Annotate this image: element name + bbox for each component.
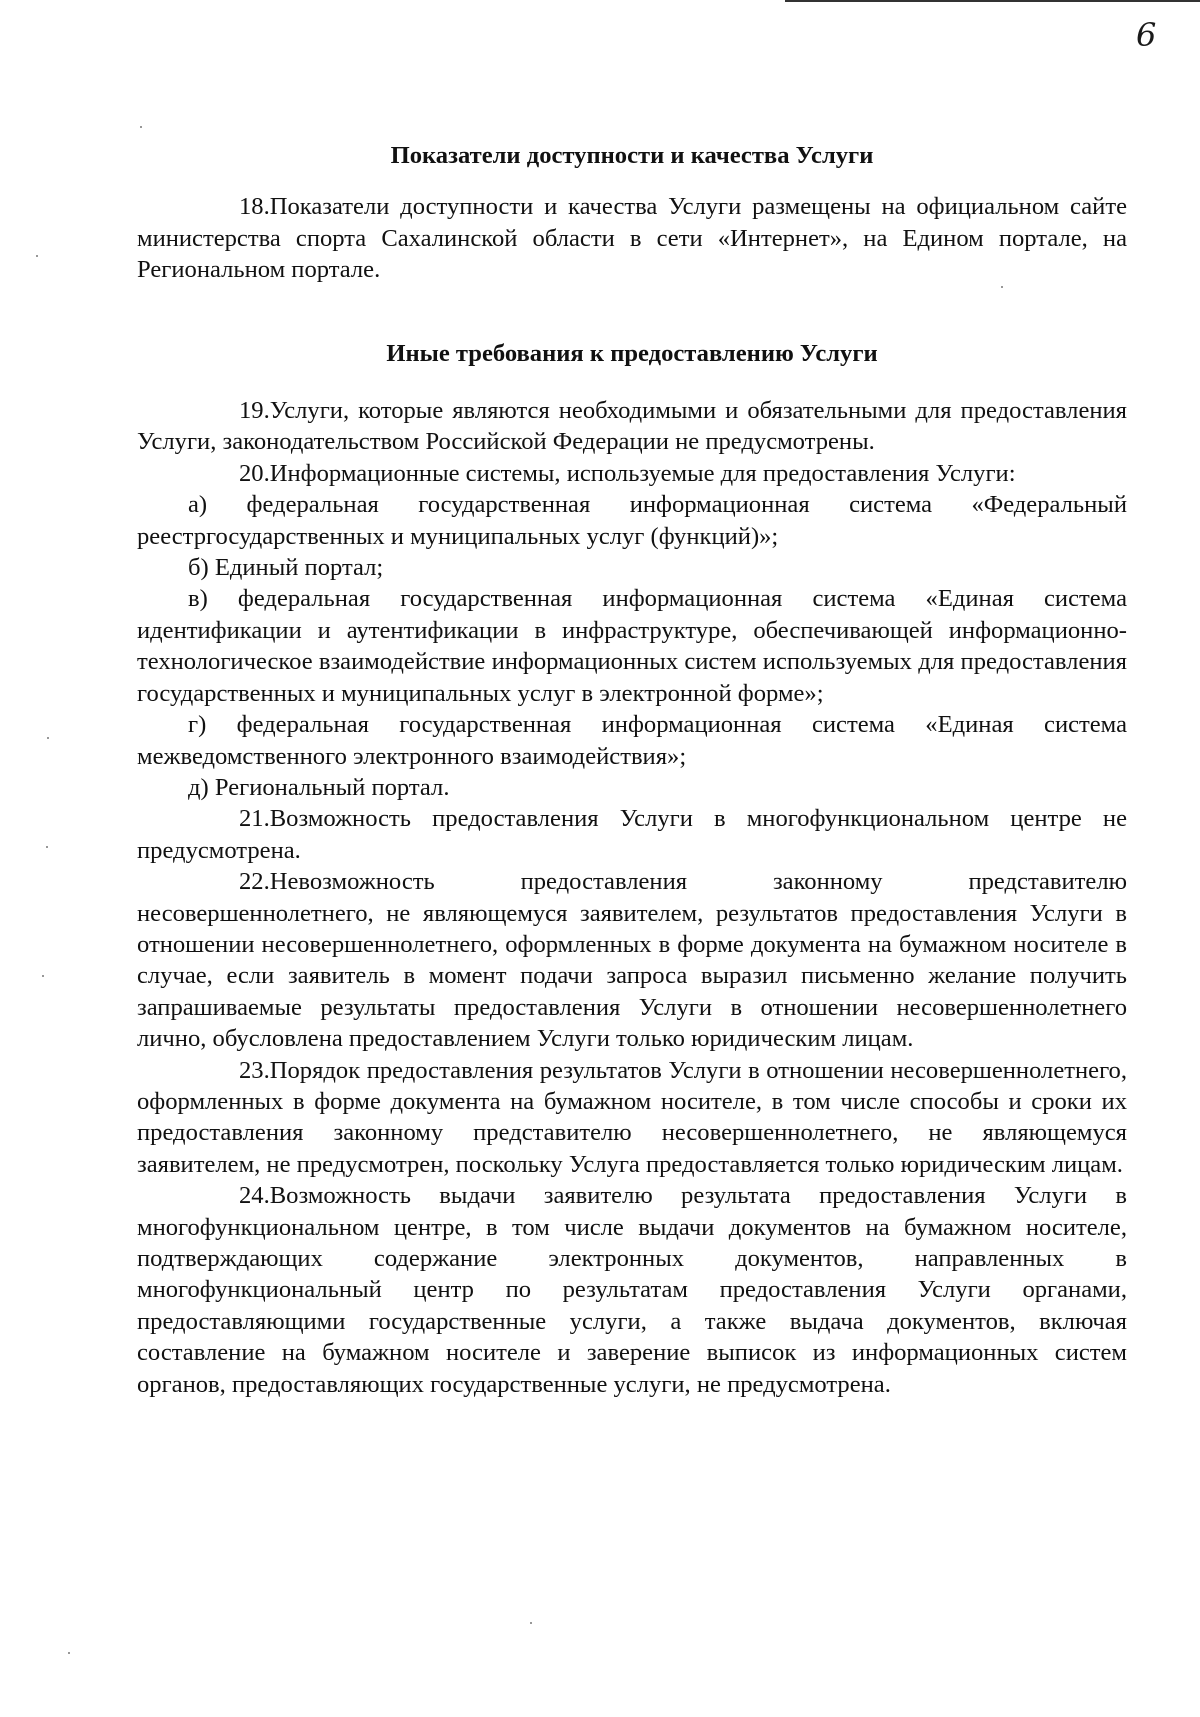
section-heading-other-requirements: Иные требования к предоставлению Услуги bbox=[386, 339, 878, 367]
scan-speck bbox=[42, 975, 44, 977]
paragraph-20: 20.Информационные системы, используемые для предоставления Услуги: bbox=[239, 459, 1016, 487]
scan-speck bbox=[68, 1652, 70, 1654]
paragraph-20-d: д) Региональный портал. bbox=[188, 773, 450, 801]
scan-speck bbox=[140, 126, 142, 128]
scan-speck bbox=[36, 255, 38, 257]
paragraph-20-v: в) федеральная государственная информационная система «Единая система идентификации и аутентификации в инфраструктуре, обеспечивающей информационно-технологическое взаимодействие информационных систем используемых для предоставления государственных и муниципальных услуг в электронной форме»; bbox=[137, 585, 1127, 707]
scan-speck bbox=[47, 737, 49, 739]
paragraph-19: 19.Услуги, которые являются необходимыми и обязательными для предоставления Услуги, законодательством Российской Федерации не предусмотрены. bbox=[137, 397, 1127, 456]
paragraph-24: 24.Возможность выдачи заявителю результата предоставления Услуги в многофункциональном центре, в том числе выдачи документов на бумажном носителе, подтверждающих содержание электронных документов, направленных в многофункциональный центр по результатам предоставления Услуги органами, предоставляющими государственные услуги, а также выдача документов, включая составление на бумажном носителе и заверение выписок из информационных систем органов, предоставляющих государственные услуги, не предусмотрена. bbox=[137, 1182, 1127, 1398]
section-heading-quality: Показатели доступности и качества Услуги bbox=[390, 142, 874, 169]
scan-speck bbox=[46, 846, 48, 848]
paragraph-20-b: б) Единый портал; bbox=[188, 554, 384, 582]
top-rule-line bbox=[785, 0, 1200, 2]
handwritten-page-number: 6 bbox=[1136, 16, 1157, 54]
paragraph-21: 21.Возможность предоставления Услуги в многофункциональном центре не предусмотрена. bbox=[137, 805, 1127, 864]
document-body bbox=[137, 140, 1127, 1400]
paragraph-22: 22.Невозможность предоставления законному представителю несовершеннолетнего, не являющемуся заявителем, результатов предоставления Услуги в отношении несовершеннолетнего, оформленных в форме документа на бумажном носителе в случае, если заявитель в момент подачи запроса выразил письменно желание получить запрашиваемые результаты предоставления Услуги в отношении несовершеннолетнего лично, обусловлена предоставлением Услуги только юридическим лицам. bbox=[137, 868, 1127, 1053]
paragraph-20-a: а) федеральная государственная информационная система «Федеральный реестргосударственных и муниципальных услуг (функций)»; bbox=[137, 491, 1127, 550]
paragraph-20-g: г) федеральная государственная информационная система «Единая система межведомственного электронного взаимодействия»; bbox=[137, 711, 1127, 770]
paragraph-18: 18.Показатели доступности и качества Услуги размещены на официальном сайте министерства спорта Сахалинской области в сети «Интернет», на Едином портале, на Региональном портале. bbox=[137, 193, 1127, 284]
paragraph-23: 23.Порядок предоставления результатов Услуги в отношении несовершеннолетнего, оформленных в форме документа на бумажном носителе, в том числе способы и сроки их предоставления законному представителю несовершеннолетнего, не являющемуся заявителем, не предусмотрен, поскольку Услуга предоставляется только юридическим лицам. bbox=[137, 1056, 1127, 1178]
scan-speck bbox=[530, 1622, 532, 1624]
